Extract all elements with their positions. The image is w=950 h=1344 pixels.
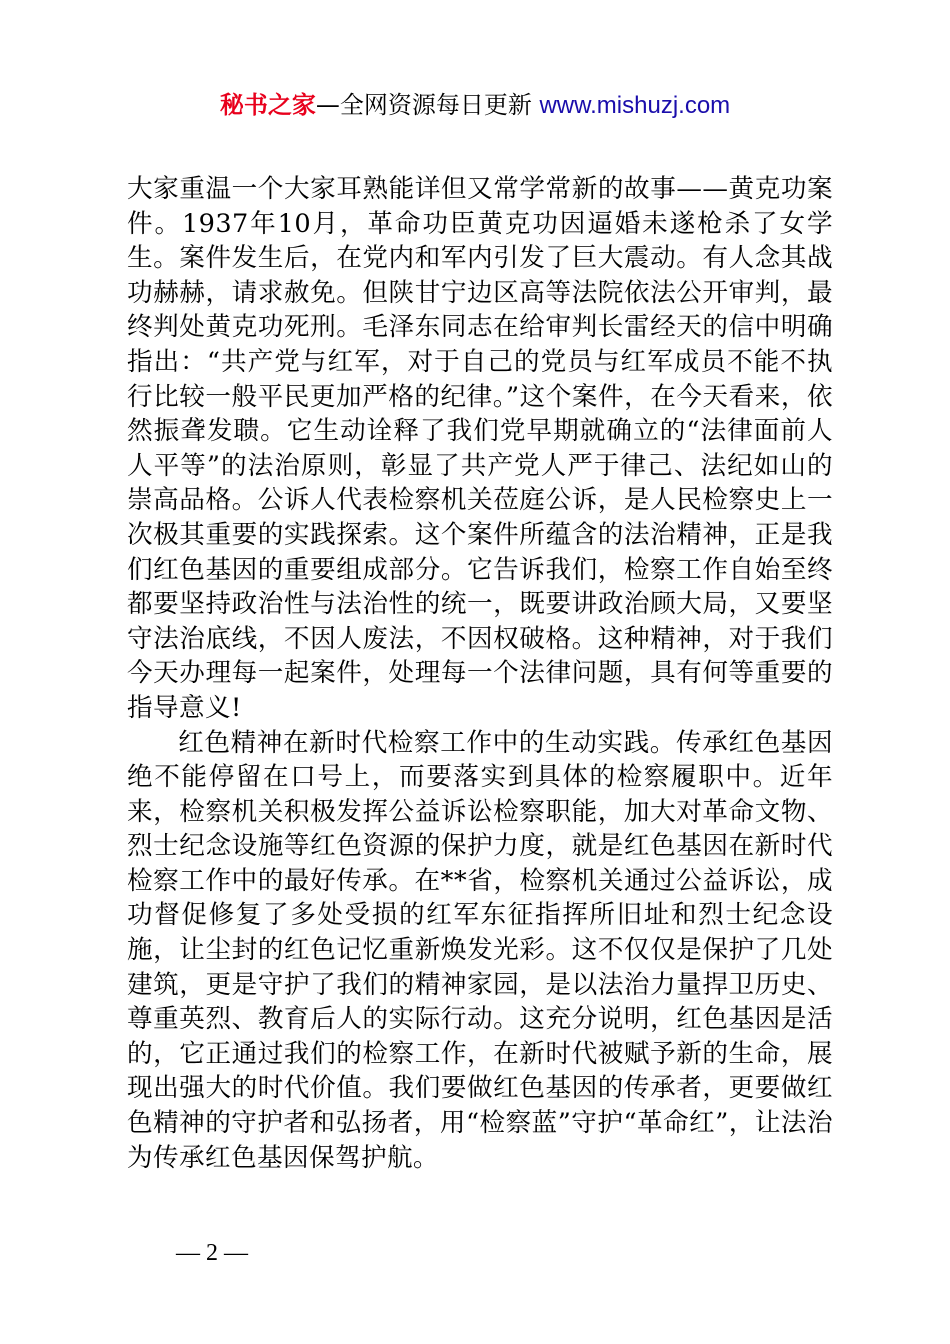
body-paragraph-1: 大家重温一个大家耳熟能详但又常学常新的故事——黄克功案件。1937年10月，革命功臣黄克功因逼婚未遂枪杀了女学生。案件发生后，在党内和军内引发了巨大震动。有人念其战功赫赫，请求赦免。但陕甘宁边区高等法院依法公开审判，最终判处黄克功死刑。毛泽东同志在给审判长雷经天的信中明确指出：“共产党与红军，对于自己的党员与红军成员不能不执行比较一般平民更加严格的纪律。”这个案件，在今天看来，依然振聋发聩。它生动诠释了我们党早期就确立的“法律面前人人平等”的法治原则，彰显了共产党人严于律己、法纪如山的崇高品格。公诉人代表检察机关莅庭公诉，是人民检察史上一次极其重要的实践探索。这个案件所蕴含的法治精神，正是我们红色基因的重要组成部分。它告诉我们，检察工作自始至终都要坚持政治性与法治性的统一，既要讲政治顾大局，又要坚守法治底线，不因人废法，不因权破格。这种精神，对于我们今天办理每一起案件，处理每一个法律问题，具有何等重要的指导意义! (127, 174, 833, 723)
header-tagline: —全网资源每日更新 (315, 91, 532, 119)
site-url-link[interactable]: www.mishuzj.com (539, 92, 731, 119)
body-paragraph-2: 红色精神在新时代检察工作中的生动实践。传承红色基因绝不能停留在口号上，而要落实到具体的检察履职中。近年来，检察机关积极发挥公益诉讼检察职能，加大对革命文物、烈士纪念设施等红色资源的保护力度，就是红色基因在新时代检察工作中的最好传承。在**省，检察机关通过公益诉讼，成功督促修复了多处受损的红军东征指挥所旧址和烈士纪念设施，让尘封的红色记忆重新焕发光彩。这不仅仅是保护了几处建筑，更是守护了我们的精神家园，是以法治力量捍卫历史、尊重英烈、教育后人的实际行动。这充分说明，红色基因是活的，它正通过我们的检察工作，在新时代被赋予新的生命，展现出强大的时代价值。我们要做红色基因的传承者，更要做红色精神的守护者和弘扬者，用“检察蓝”守护“革命红”，让法治为传承红色基因保驾护航。 (127, 727, 833, 1173)
brand-name: 秘书之家 (219, 91, 316, 119)
document-body (127, 172, 833, 1175)
page-number: — 2 — (176, 1240, 248, 1266)
site-header (0, 88, 950, 123)
